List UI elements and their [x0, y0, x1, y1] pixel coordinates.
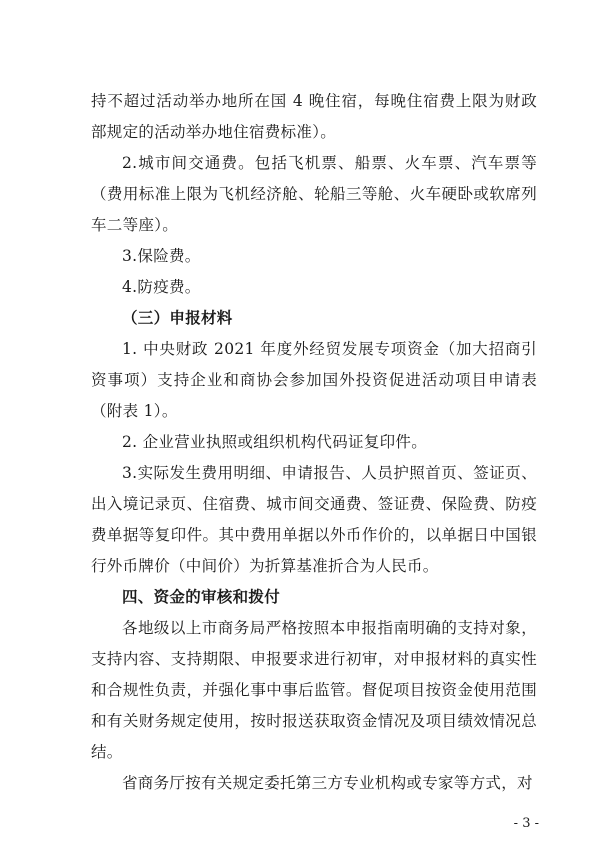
paragraph-material-2: 2. 企业营业执照或组织机构代码证复印件。: [122, 433, 428, 451]
paragraph-material-3: 3.实际发生费用明细、申请报告、人员护照首页、签证页、出入境记录页、住宿费、城市间交通费、签证费、保险费、防疫费单据等复印件。其中费用单据以外币作价的，以单据日中国银行外币牌价（中间价）为折算基准折合为人民币。: [91, 464, 537, 575]
paragraph-epidemic-fee: 4.防疫费。: [122, 278, 201, 296]
section-heading-fund-review: 四、资金的审核和拨付: [122, 588, 281, 606]
page-number: - 3 -: [513, 816, 539, 831]
section-heading-application-materials: （三）申报材料: [122, 309, 233, 327]
paragraph-accommodation-cont: 持不超过活动举办地所在国 4 晚住宿，每晚住宿费上限为财政部规定的活动举办地住宿费标准）。: [91, 92, 537, 141]
paragraph-insurance-fee: 3.保险费。: [122, 247, 201, 265]
paragraph-provincial-dept: 省商务厅按有关规定委托第三方专业机构或专家等方式，对: [122, 774, 533, 792]
document-body: [91, 86, 537, 799]
paragraph-transport-fee: 2.城市间交通费。包括飞机票、船票、火车票、汽车票等（费用标准上限为飞机经济舱、轮船三等舱、火车硬卧或软席列车二等座）。: [91, 154, 537, 234]
paragraph-city-bureau-review: 各地级以上市商务局严格按照本申报指南明确的支持对象，支持内容、支持期限、申报要求进行初审，对申报材料的真实性和合规性负责，并强化事中事后监管。督促项目按资金使用范围和有关财务规定使用，按时报送获取资金情况及项目绩效情况总结。: [91, 619, 537, 761]
paragraph-material-1: 1. 中央财政 2021 年度外经贸发展专项资金（加大招商引资事项）支持企业和商协会参加国外投资促进活动项目申请表（附表 1）。: [91, 340, 537, 420]
